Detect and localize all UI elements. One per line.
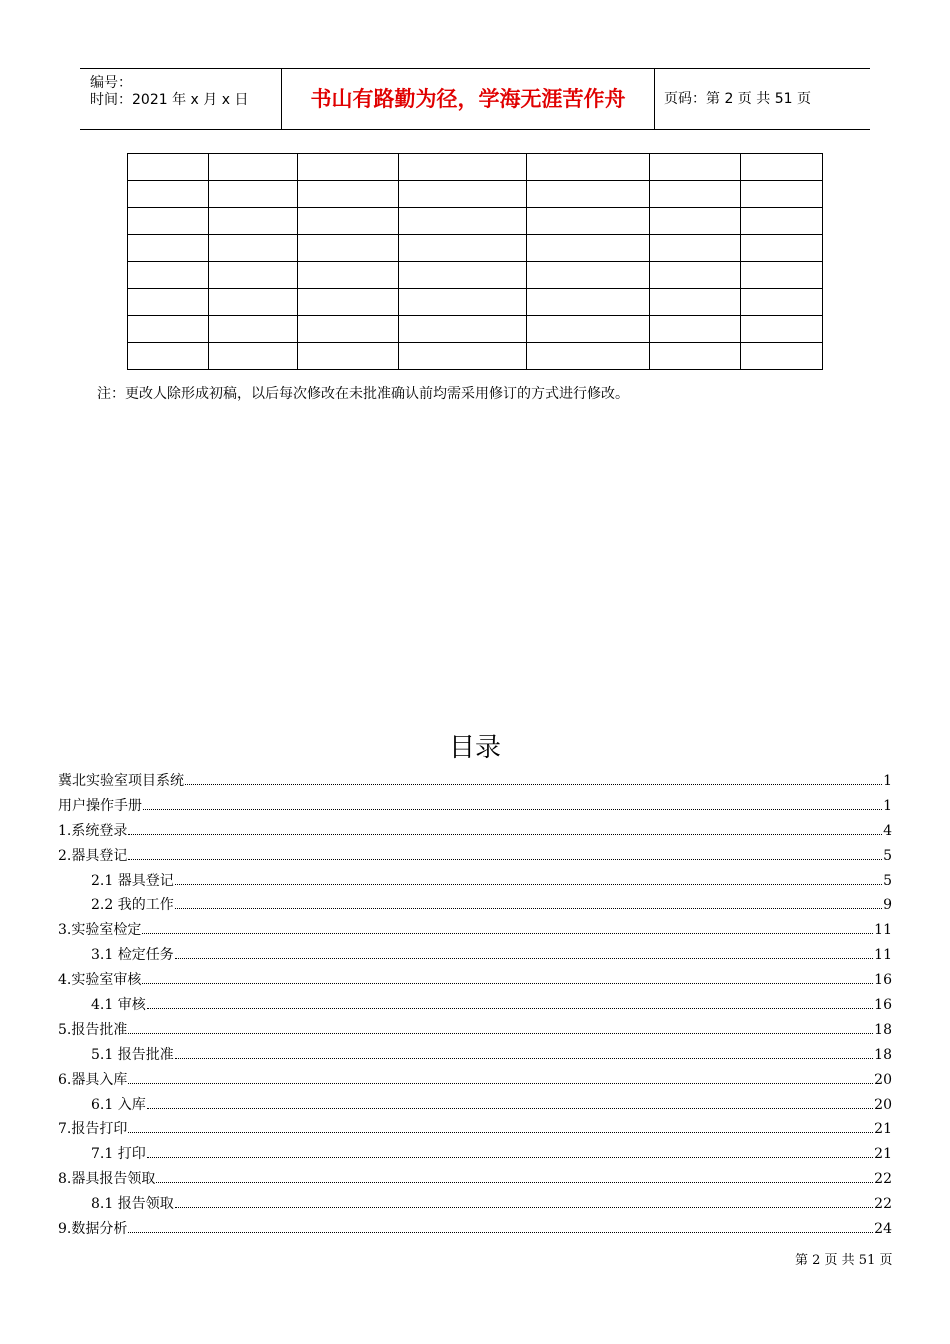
table-cell — [527, 154, 650, 181]
table-cell — [650, 181, 741, 208]
toc-entry[interactable] — [58, 870, 892, 895]
table-cell — [298, 208, 399, 235]
table-cell — [128, 235, 209, 262]
table-cell — [741, 289, 823, 316]
toc-entry-page: 20 — [874, 1071, 892, 1088]
table-cell — [741, 208, 823, 235]
toc-leader-dots — [175, 884, 882, 885]
toc-entry[interactable] — [58, 845, 892, 870]
table-cell — [741, 343, 823, 370]
table-cell — [527, 208, 650, 235]
toc-entry[interactable] — [58, 1094, 892, 1119]
table-cell — [128, 154, 209, 181]
toc-entry-page: 11 — [874, 922, 892, 939]
table-cell — [209, 208, 298, 235]
table-cell — [128, 208, 209, 235]
toc-entry-page: 22 — [874, 1196, 892, 1213]
toc-entry-page: 22 — [874, 1171, 892, 1188]
toc-leader-dots — [175, 1207, 873, 1208]
toc-entry-page: 18 — [874, 1046, 892, 1063]
toc-leader-dots — [128, 859, 882, 860]
table-cell — [741, 154, 823, 181]
table-cell — [741, 316, 823, 343]
table-cell — [527, 343, 650, 370]
toc-leader-dots — [175, 1058, 873, 1059]
toc-entry-label: 9.数据分析 — [58, 1221, 128, 1238]
toc-entry-page: 5 — [883, 847, 892, 864]
toc-entry-label: 4.1 审核 — [91, 997, 146, 1014]
toc-leader-dots — [185, 784, 882, 785]
toc-entry[interactable] — [58, 820, 892, 845]
toc-leader-dots — [142, 983, 873, 984]
table-cell — [741, 262, 823, 289]
toc-title: 目录 — [448, 733, 501, 763]
table-cell — [298, 343, 399, 370]
toc-leader-dots — [175, 958, 873, 959]
table-cell — [650, 154, 741, 181]
toc-entry-label: 用户操作手册 — [58, 797, 142, 814]
table-row — [128, 154, 823, 181]
table-cell — [209, 316, 298, 343]
table-cell — [399, 154, 527, 181]
toc-entry-page: 20 — [874, 1096, 892, 1113]
toc-entry-page: 21 — [874, 1121, 892, 1138]
table-cell — [298, 262, 399, 289]
toc-entry-label: 8.器具报告领取 — [58, 1171, 156, 1188]
table-row — [128, 262, 823, 289]
toc-entry-label: 冀北实验室项目系统 — [58, 773, 184, 789]
toc-leader-dots — [128, 1083, 873, 1084]
page-footer: 第 2 页 共 51 页 — [795, 1253, 893, 1268]
toc-entry-page: 4 — [883, 822, 892, 839]
toc-entry-page: 5 — [883, 872, 892, 889]
toc-entry[interactable] — [58, 1118, 892, 1143]
header-motto: 书山有路勤为径，学海无涯苦作舟 — [282, 69, 655, 129]
table-cell — [399, 316, 527, 343]
table-cell — [298, 289, 399, 316]
table-cell — [399, 181, 527, 208]
toc-entry-label: 2.器具登记 — [58, 847, 128, 864]
toc-entry-label: 6.器具入库 — [58, 1071, 128, 1088]
toc-leader-dots — [147, 1008, 873, 1009]
toc-entry-label: 3.实验室检定 — [58, 922, 142, 939]
table-cell — [209, 181, 298, 208]
number-label: 编号： — [90, 75, 132, 91]
toc-entry-page: 24 — [874, 1221, 892, 1238]
table-cell — [128, 289, 209, 316]
toc-entry-page: 11 — [874, 947, 892, 964]
table-cell — [399, 343, 527, 370]
table-cell — [128, 343, 209, 370]
toc-entry-label: 5.报告批准 — [58, 1021, 128, 1038]
table-cell — [527, 181, 650, 208]
table-row — [128, 208, 823, 235]
table-cell — [527, 289, 650, 316]
toc-entry-label: 2.1 器具登记 — [91, 872, 174, 889]
toc-leader-dots — [128, 834, 882, 835]
table-cell — [741, 181, 823, 208]
toc-entry-label: 8.1 报告领取 — [91, 1196, 174, 1213]
toc-leader-dots — [147, 1108, 873, 1109]
header-meta — [80, 69, 282, 129]
table-cell — [650, 343, 741, 370]
toc-entry[interactable] — [58, 770, 892, 795]
toc-entry[interactable] — [58, 919, 892, 944]
revision-note: 注：更改人除形成初稿，以后每次修改在未批准确认前均需采用修订的方式进行修改。 — [97, 386, 629, 402]
toc-entry-label: 3.1 检定任务 — [91, 947, 174, 964]
revision-table — [127, 153, 823, 370]
table-cell — [128, 262, 209, 289]
toc-entry-label: 1.系统登录 — [58, 822, 128, 839]
table-row — [128, 181, 823, 208]
table-cell — [650, 235, 741, 262]
table-cell — [209, 343, 298, 370]
time-label: 时间：2021 年 x 月 x 日 — [90, 92, 249, 108]
toc-entry[interactable] — [58, 944, 892, 969]
toc-leader-dots — [128, 1033, 873, 1034]
toc-entry-page: 16 — [874, 972, 892, 989]
toc-entry[interactable] — [58, 1019, 892, 1044]
table-cell — [527, 262, 650, 289]
toc-entry[interactable] — [58, 1168, 892, 1193]
toc-entry-page: 16 — [874, 997, 892, 1014]
table-cell — [650, 316, 741, 343]
table-cell — [209, 262, 298, 289]
table-cell — [527, 316, 650, 343]
table-row — [128, 289, 823, 316]
table-cell — [527, 235, 650, 262]
table-row — [128, 235, 823, 262]
table-of-contents — [58, 770, 892, 1243]
toc-entry[interactable] — [58, 1044, 892, 1069]
table-cell — [399, 289, 527, 316]
table-cell — [128, 316, 209, 343]
table-cell — [209, 289, 298, 316]
toc-entry-page: 1 — [883, 797, 892, 814]
toc-entry[interactable] — [58, 994, 892, 1019]
toc-entry[interactable] — [58, 1069, 892, 1094]
table-cell — [298, 181, 399, 208]
toc-entry-label: 7.报告打印 — [58, 1121, 128, 1138]
toc-entry[interactable] — [58, 1193, 892, 1218]
table-cell — [298, 154, 399, 181]
table-cell — [650, 289, 741, 316]
toc-leader-dots — [142, 933, 873, 934]
toc-entry[interactable] — [58, 1143, 892, 1168]
table-row — [128, 316, 823, 343]
table-cell — [209, 154, 298, 181]
toc-leader-dots — [143, 809, 882, 810]
table-cell — [741, 235, 823, 262]
table-cell — [399, 235, 527, 262]
toc-entry-label: 4.实验室审核 — [58, 972, 142, 989]
toc-leader-dots — [175, 908, 882, 909]
table-cell — [650, 208, 741, 235]
toc-entry-page: 1 — [883, 773, 892, 789]
table-cell — [399, 208, 527, 235]
toc-entry[interactable] — [58, 894, 892, 919]
toc-entry[interactable] — [58, 969, 892, 994]
toc-entry-label: 5.1 报告批准 — [91, 1046, 174, 1063]
page-header — [80, 68, 870, 130]
toc-entry-label: 6.1 入库 — [91, 1096, 146, 1113]
table-cell — [128, 181, 209, 208]
toc-entry-page: 18 — [874, 1021, 892, 1038]
table-row — [128, 343, 823, 370]
toc-entry-page: 21 — [874, 1146, 892, 1163]
table-cell — [298, 235, 399, 262]
toc-leader-dots — [128, 1132, 873, 1133]
toc-entry[interactable] — [58, 795, 892, 820]
toc-leader-dots — [147, 1157, 873, 1158]
table-cell — [298, 316, 399, 343]
table-cell — [209, 235, 298, 262]
toc-entry-label: 2.2 我的工作 — [91, 897, 174, 914]
toc-entry-label: 7.1 打印 — [91, 1146, 146, 1163]
table-cell — [399, 262, 527, 289]
toc-leader-dots — [156, 1182, 873, 1183]
table-cell — [650, 262, 741, 289]
toc-leader-dots — [128, 1232, 873, 1233]
toc-entry-page: 9 — [883, 897, 892, 914]
toc-entry[interactable] — [58, 1218, 892, 1243]
header-page-info: 页码：第 2 页 共 51 页 — [664, 91, 811, 107]
